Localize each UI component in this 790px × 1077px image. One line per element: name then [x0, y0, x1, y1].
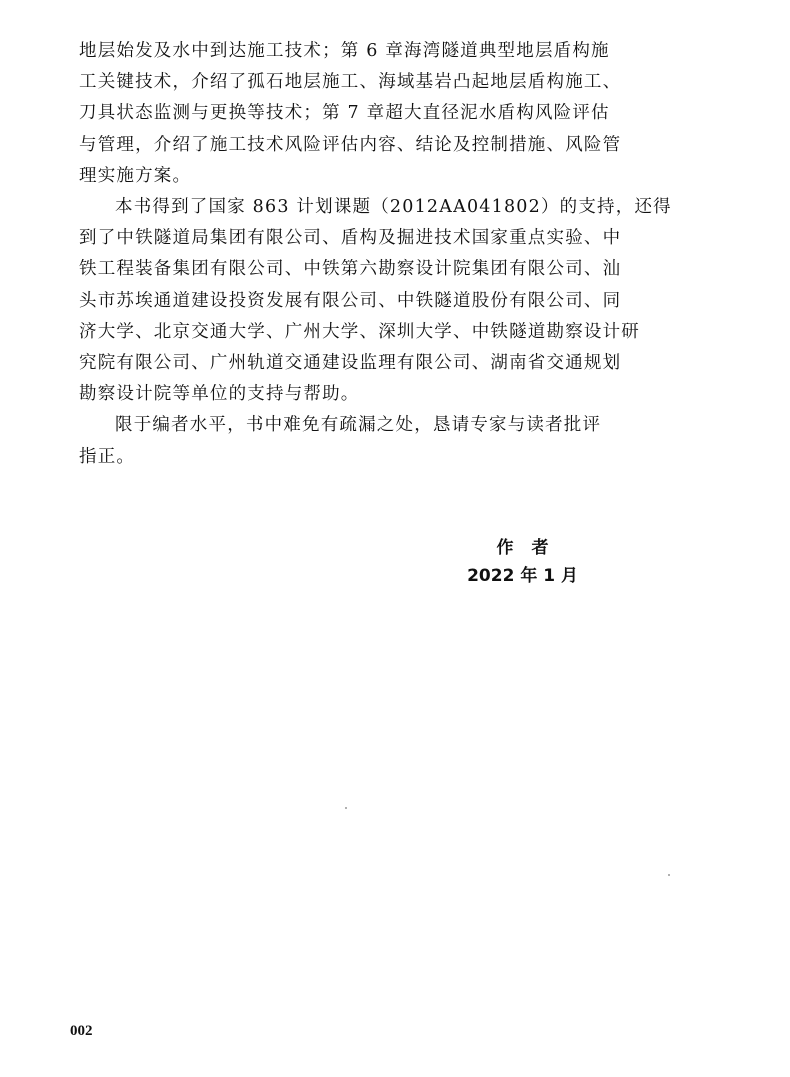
page-number: 002	[70, 1023, 93, 1039]
paragraph-2	[79, 192, 672, 410]
text-line: 本书得到了国家 863 计划课题（2012AA041802）的支持，还得	[115, 197, 672, 218]
text-line: 刀具状态监测与更换等技术；第 7 章超大直径泥水盾构风险评估	[79, 103, 610, 124]
paragraph-3	[79, 410, 615, 472]
scan-speck	[668, 874, 670, 876]
text-line: 头市苏埃通道建设投资发展有限公司、中铁隧道股份有限公司、同	[79, 290, 622, 311]
text-line: 理实施方案。	[79, 165, 192, 186]
text-line: 与管理，介绍了施工技术风险评估内容、结论及控制措施、风险管	[79, 134, 622, 155]
signature-date: 2022 年 1 月	[467, 566, 578, 586]
text-line: 究院有限公司、广州轨道交通建设监理有限公司、湖南省交通规划	[79, 353, 622, 374]
text-line: 指正。	[79, 446, 136, 467]
author-signature: 作者	[496, 538, 567, 558]
text-line: 地层始发及水中到达施工技术；第 6 章海湾隧道典型地层盾构施	[79, 41, 610, 61]
text-line: 到了中铁隧道局集团有限公司、盾构及掘进技术国家重点实验、中	[79, 228, 622, 249]
scan-speck	[345, 807, 347, 809]
text-line: 铁工程装备集团有限公司、中铁第六勘察设计院集团有限公司、汕	[79, 259, 622, 280]
text-line: 济大学、北京交通大学、广州大学、深圳大学、中铁隧道勘察设计研	[79, 321, 640, 342]
paragraph-1	[79, 36, 622, 192]
text-line: 限于编者水平，书中难免有疏漏之处，恳请专家与读者批评	[115, 415, 602, 436]
body-text	[79, 36, 672, 473]
signature-block	[467, 534, 578, 590]
text-line: 工关键技术，介绍了孤石地层施工、海域基岩凸起地层盾构施工、	[79, 72, 622, 93]
text-line: 勘察设计院等单位的支持与帮助。	[79, 384, 360, 405]
